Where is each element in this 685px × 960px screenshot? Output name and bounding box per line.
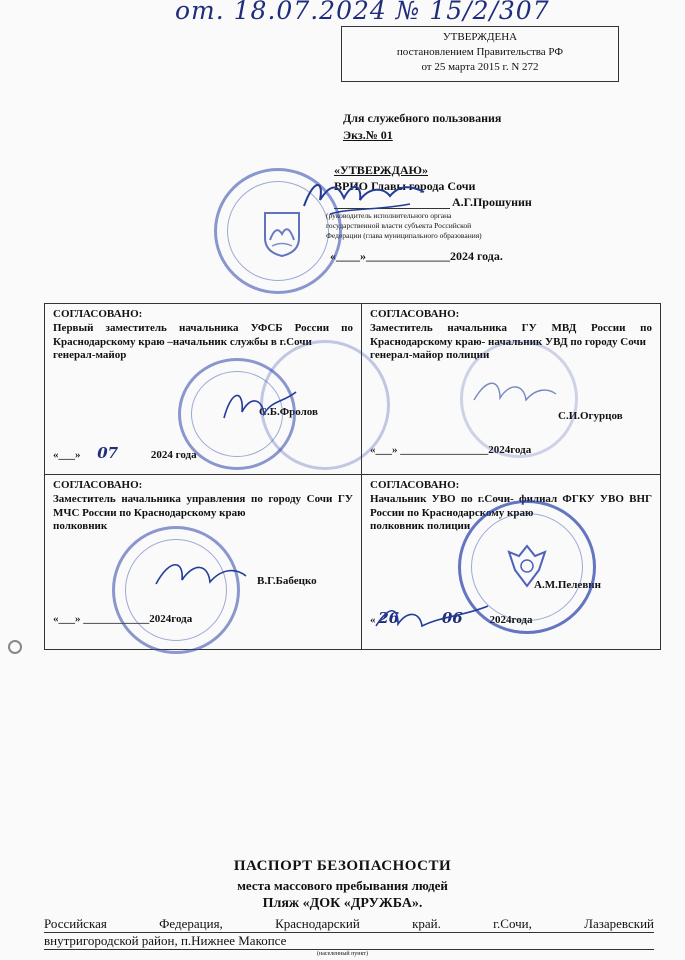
classification-label: Для служебного пользования [343,111,502,125]
agreement-date-handwritten-month: 06 [441,609,463,627]
agreement-name: В.Г.Бабецко [257,575,317,587]
approve-note-1: (руководитель исполнительного органа [326,211,452,220]
eagle-emblem [505,540,549,592]
approval-line-2: от 25 марта 2015 г. N 272 [421,60,539,73]
agreement-title: СОГЛАСОВАНО: [370,308,460,320]
approve-name: А.Г.Прошунин [452,195,532,209]
margin-mark [8,640,22,654]
fsb-signature [220,378,300,428]
approve-position: ВРИО Главы города Сочи [334,179,476,193]
agreement-rank: полковник [53,520,108,533]
agreement-date [53,444,197,463]
agreement-text: Первый заместитель начальника УФСБ России по Краснодарскому краю –начальник службы в г.Сочи [53,321,353,348]
agreement-text: Заместитель начальника управления по городу Сочи ГУ МЧС России по Краснодарскому краю [53,492,353,519]
agreement-date-prefix: « [370,614,376,626]
agreement-rank: генерал-майор полиции [370,349,490,362]
passport-subtitle: места массового пребывания людей [237,878,448,893]
agreement-name: С.И.Огурцов [558,410,623,422]
passport-address-line-2: внутригородской район, п.Нижнее Макопсе [44,933,654,950]
approve-title: «УТВЕРЖДАЮ» [334,163,429,177]
agreement-date-suffix: ________________2024года [400,444,532,456]
handwritten-registration-number: от. 18.07.2024 № 15/2/307 [175,0,550,25]
passport-object: Пляж «ДОК «ДРУЖБА». [262,896,423,911]
agreement-date-handwritten-month: 07 [97,444,119,462]
mvd-signature [470,370,560,414]
agreement-date-prefix: «___» [53,449,81,461]
agreement-date-prefix: «___» [53,613,81,625]
agreement-title: СОГЛАСОВАНО: [370,479,460,491]
approval-box [341,26,619,82]
agreement-date-suffix: ____________2024года [83,613,193,625]
approval-line-1: постановлением Правительства РФ [396,45,564,58]
agreement-name: С.Б.Фролов [259,406,318,418]
agreement-date-handwritten-day: 26 [378,609,400,627]
agreement-text: Начальник УВО по г.Сочи- филиал ФГКУ УВО ВНГ России по Краснодарскому краю [370,492,652,519]
agreement-rank: полковник полиции [370,520,471,533]
agreement-title: СОГЛАСОВАНО: [53,479,143,491]
agreement-date-suffix: 2024 года [150,449,197,461]
vng-signature [372,596,492,636]
mchs-signature [150,550,250,600]
agreement-date-prefix: «___» [370,444,398,456]
copy-number: Экз.№ 01 [343,128,393,142]
agreement-name: А.М.Пелевин [534,579,601,591]
passport-title: ПАСПОРТ БЕЗОПАСНОСТИ [233,858,452,874]
coat-of-arms-emblem [262,210,302,258]
agreement-rank: генерал-майор [53,349,127,362]
agreement-date-suffix: 2024года [489,614,533,626]
agreement-text: Заместитель начальника ГУ МВД России по Краснодарскому краю- начальник УВД по городу Сочи [370,321,652,348]
approval-title: УТВЕРЖДЕНА [442,31,518,43]
approve-date: «____»______________2024 года. [330,249,503,263]
passport-address-note: (населенный пункт) [317,951,368,957]
approve-note-3: Федерации (глава муниципального образования) [326,231,482,240]
approve-note-2: государственной власти субъекта Российской [326,221,472,230]
agreement-title: СОГЛАСОВАНО: [53,308,143,320]
head-signature [300,170,430,224]
passport-address-line-1: Российская Федерация, Краснодарский край. г.Сочи, Лазаревский [44,916,654,931]
